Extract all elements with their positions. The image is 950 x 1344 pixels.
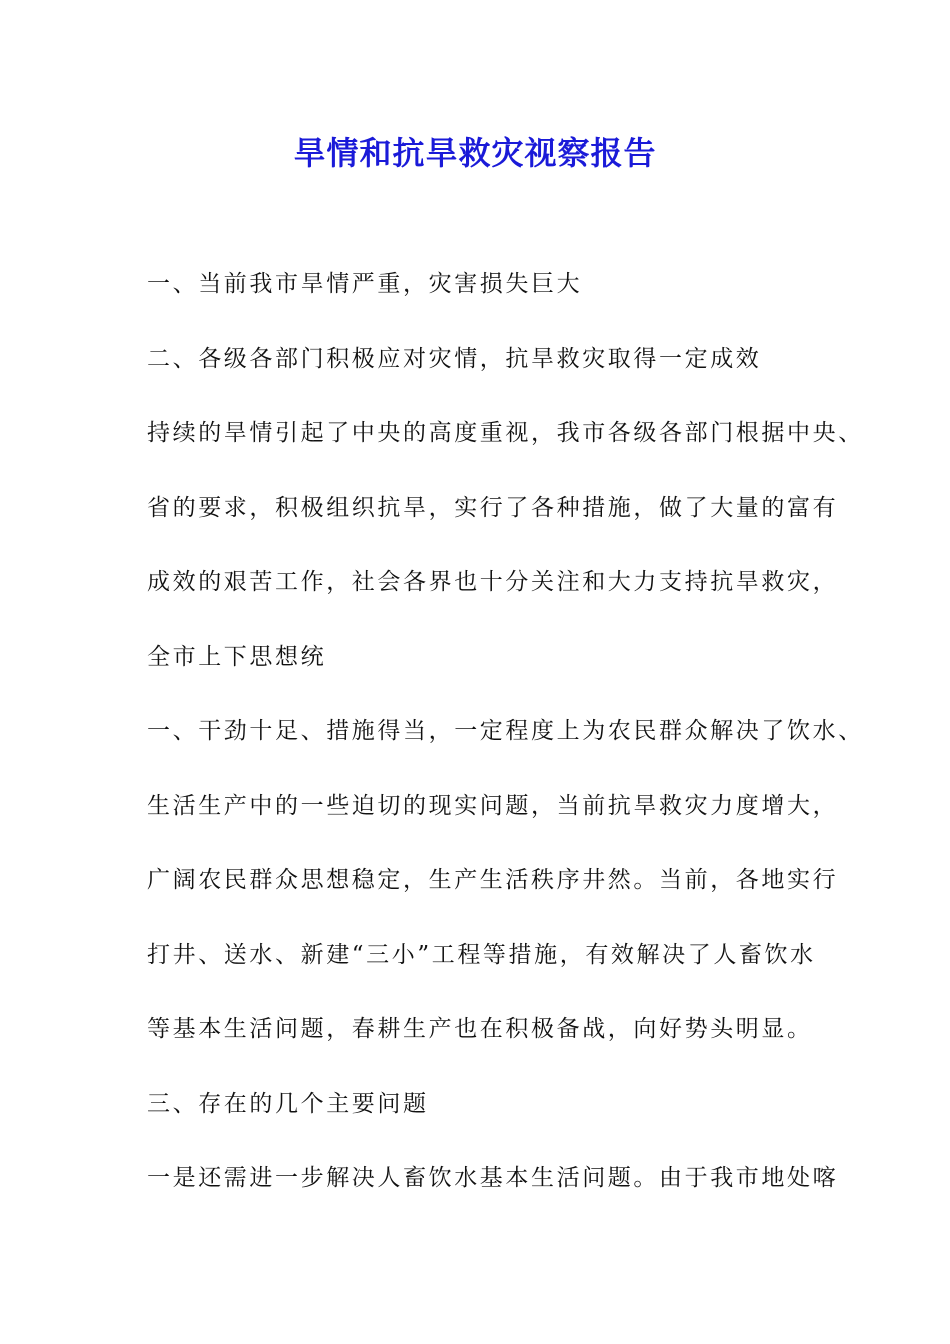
- section-heading-3: 三、存在的几个主要问题: [147, 1090, 429, 1117]
- document-title: 旱情和抗旱救灾视察报告: [293, 134, 657, 172]
- paragraph-line: 一是还需进一步解决人畜饮水基本生活问题。由于我市地处喀: [147, 1165, 839, 1191]
- section-heading-1: 一、当前我市旱情严重，灾害损失巨大: [147, 271, 583, 297]
- paragraph-line: 生活生产中的一些迫切的现实问题，当前抗旱救灾力度增大，: [147, 792, 839, 819]
- paragraph-line: 持续的旱情引起了中央的高度重视，我市各级各部门根据中央、: [147, 420, 864, 446]
- paragraph-line: 省的要求，积极组织抗旱，实行了各种措施，做了大量的富有: [147, 494, 839, 521]
- paragraph-line: 广阔农民群众思想稳定，生产生活秩序井然。当前，各地实行: [147, 867, 839, 893]
- paragraph-line: 成效的艰苦工作，社会各界也十分关注和大力支持抗旱救灾，: [147, 569, 839, 595]
- document-body: [147, 259, 864, 1228]
- paragraph-line: 一、干劲十足、措施得当，一定程度上为农民群众解决了饮水、: [147, 718, 864, 744]
- paragraph-line: 打井、送水、新建“三小”工程等措施，有效解决了人畜饮水: [147, 941, 816, 968]
- paragraph-line: 全市上下思想统: [147, 643, 327, 670]
- section-heading-2: 二、各级各部门积极应对灾情，抗旱救灾取得一定成效: [147, 345, 762, 372]
- paragraph-line: 等基本生活问题，春耕生产也在积极备战，向好势头明显。: [147, 1016, 813, 1042]
